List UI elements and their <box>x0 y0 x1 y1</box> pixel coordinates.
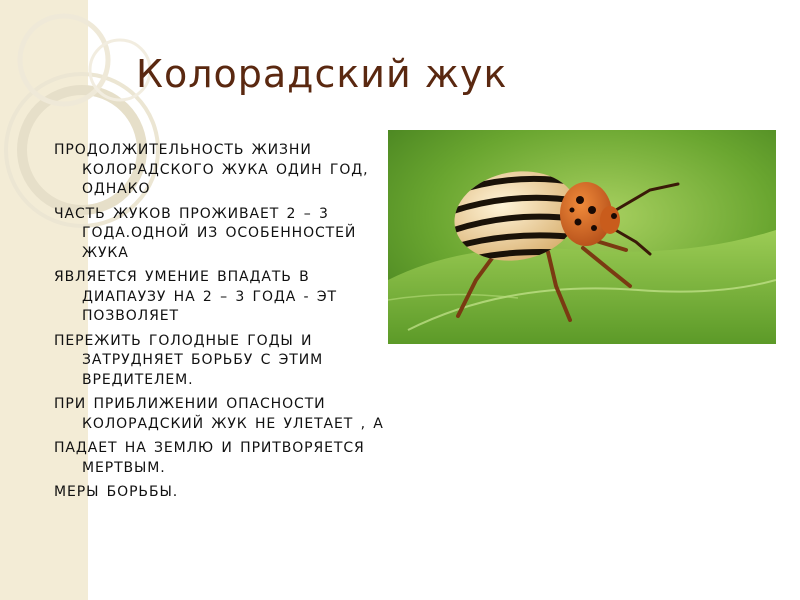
body-paragraph-7: МЕРЫ БОРЬБЫ. <box>54 484 179 500</box>
body-paragraph-3: ЯВЛЯЕТСЯ УМЕНИЕ ВПАДАТЬ В ДИАПАУЗУ НА 2 – 3 ГОДА - ЭТ ПОЗВОЛЯЕТ <box>54 269 337 324</box>
body-paragraph-5: ПРИ ПРИБЛИЖЕНИИ ОПАСНОСТИ КОЛОРАДСКИЙ ЖУК НЕ УЛЕТАЕТ , А <box>54 396 384 432</box>
body-paragraph-4: ПЕРЕЖИТЬ ГОЛОДНЫЕ ГОДЫ И ЗАТРУДНЯЕТ БОРЬБУ С ЭТИМ ВРЕДИТЕЛЕМ. <box>54 332 324 388</box>
slide-title: Колорадский жук <box>136 52 508 96</box>
beetle-photo <box>388 130 776 344</box>
body-paragraph-6: ПАДАЕТ НА ЗЕМЛЮ И ПРИТВОРЯЕТСЯ МЕРТВЫМ. <box>54 440 365 476</box>
body-text <box>54 141 394 508</box>
body-paragraph-2: ЧАСТЬ ЖУКОВ ПРОЖИВАЕТ 2 – 3 ГОДА.ОДНОЙ ИЗ ОСОБЕННОСТЕЙ ЖУКА <box>54 205 357 261</box>
body-paragraph-1: ПРОДОЛЖИТЕЛЬНОСТЬ ЖИЗНИ КОЛОРАДСКОГО ЖУКА ОДИН ГОД, ОДНАКО <box>54 142 369 197</box>
colorado-beetle-icon <box>388 130 776 344</box>
